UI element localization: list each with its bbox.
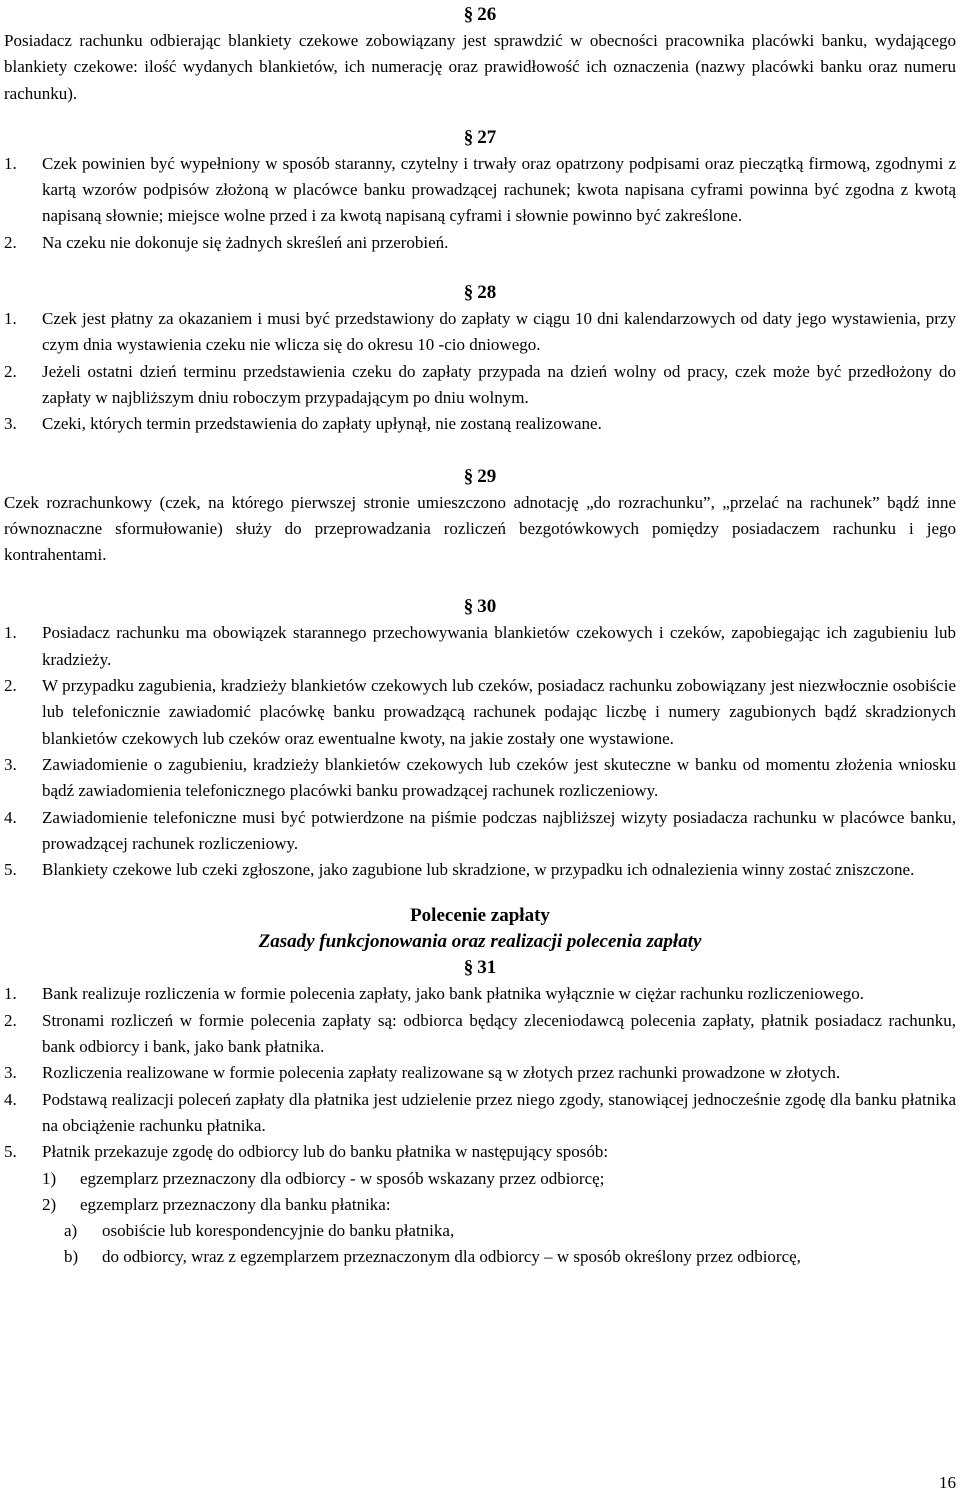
section-sign: § xyxy=(463,957,474,979)
sub-sub-item-text: do odbiorcy, wraz z egzemplarzem przeznaczonym dla odbiorcy – w sposób określony przez odbiorcę, xyxy=(102,1247,801,1267)
item-text: Na czeku nie dokonuje się żadnych skreśleń ani przerobień. xyxy=(42,232,449,252)
item-number: 5. xyxy=(4,1142,17,1162)
list-item xyxy=(4,857,956,883)
list-item xyxy=(4,620,956,673)
section-number: 26 xyxy=(477,4,497,25)
list-item xyxy=(4,230,956,256)
list-item xyxy=(4,306,956,359)
sub-sub-item-number: a) xyxy=(64,1221,78,1241)
item-number: 1. xyxy=(4,309,17,329)
page-number: 16 xyxy=(939,1473,956,1492)
item-number: 2. xyxy=(4,676,17,696)
list-item xyxy=(4,805,956,858)
list-item xyxy=(4,151,956,230)
item-text: Stronami rozliczeń w formie polecenia zapłaty są: odbiorca będący zleceniodawcą polecenia zapłaty, płatnik posiadacz rachunku, bank odbiorcy i bank, jako bank płatnika. xyxy=(42,1010,956,1057)
section-number: 31 xyxy=(477,957,497,979)
section-heading-28 xyxy=(4,280,956,306)
item-text: Podstawą realizacji poleceń zapłaty dla płatnika jest udzielenie przez niego zgody, stanowiącej jednocześnie zgodę dla banku płatnika na obciążenie rachunku płatnika. xyxy=(42,1089,956,1135)
sub-sub-list-item xyxy=(64,1244,956,1270)
item-number: 4. xyxy=(4,1089,17,1109)
item-number: 1. xyxy=(4,153,17,173)
item-text: Czek powinien być wypełniony w sposób staranny, czytelny i trwały oraz opatrzony podpisami oraz pieczątką firmową, zgodnymi z kartą wzorów podpisów złożoną w placówce banku prowadzącej rachunek; kwota napisana cyframi powinna być zgodna z kwotą napisaną słownie; miejsce wolne przed i za kwotą napisaną cyframi i słownie powinno być zakreślone. xyxy=(42,153,956,226)
item-number: 2. xyxy=(4,232,17,252)
list-item xyxy=(4,411,956,437)
section-number: 27 xyxy=(477,126,497,148)
section-number: 30 xyxy=(477,596,497,618)
item-text: W przypadku zagubienia, kradzieży blankietów czekowych lub czeków, posiadacz rachunku zobowiązany jest niezwłocznie osobiście lub telefonicznie zawiadomić placówkę banku prowadzącą rachunek podając liczbę i numery zagubionych bądź skradzionych blankietów czekowych lub czeków oraz ewentualne kwoty, na jakie zostały one wystawione. xyxy=(42,676,956,748)
item-number: 2. xyxy=(4,361,17,381)
list-item xyxy=(4,1139,956,1165)
section-sign: § xyxy=(463,126,474,148)
item-number: 5. xyxy=(4,860,17,880)
item-text: Czeki, których termin przedstawienia do zapłaty upłynął, nie zostaną realizowane. xyxy=(42,414,602,434)
section-heading-31 xyxy=(4,955,956,981)
item-text: Zawiadomienie o zagubieniu, kradzieży blankietów czekowych lub czeków jest skuteczne w banku od momentu złożenia wniosku bądź zawiadomienia telefonicznego placówki banku prowadzącej rachunek rozliczeniowy. xyxy=(42,754,956,801)
section-number: 29 xyxy=(477,465,497,487)
page-content xyxy=(4,0,956,1271)
sub-item-number: 2) xyxy=(42,1194,57,1214)
item-number: 3. xyxy=(4,414,17,434)
item-number: 4. xyxy=(4,807,17,827)
sub-item-number: 1) xyxy=(42,1168,57,1188)
sub-sub-item-number: b) xyxy=(64,1247,79,1267)
item-text: Blankiety czekowe lub czeki zgłoszone, jako zagubione lub skradzione, w przypadku ich odnalezienia winny zostać zniszczone. xyxy=(42,860,915,880)
list-item xyxy=(4,981,956,1007)
item-text: Rozliczenia realizowane w formie polecenia zapłaty realizowane są w złotych przez rachunki prowadzone w złotych. xyxy=(42,1063,841,1083)
list-item xyxy=(4,752,956,805)
section-number: 28 xyxy=(477,282,497,304)
item-text: Bank realizuje rozliczenia w formie polecenia zapłaty, jako bank płatnika wyłącznie w ciężar rachunku rozliczeniowego. xyxy=(42,984,865,1004)
section-heading-30 xyxy=(4,594,956,620)
chapter-subtitle: Zasady funkcjonowania oraz realizacji polecenia zapłaty xyxy=(258,931,702,953)
sub-sub-list-item xyxy=(64,1218,956,1244)
sub-sub-item-text: osobiście lub korespondencyjnie do banku płatnika, xyxy=(102,1221,455,1241)
item-number: 3. xyxy=(4,1063,17,1083)
list-item xyxy=(4,1008,956,1061)
item-number: 2. xyxy=(4,1010,17,1030)
section-sign: § xyxy=(463,596,474,618)
item-text: Czek jest płatny za okazaniem i musi być przedstawiony do zapłaty w ciągu 10 dni kalendarzowych od daty jego wystawienia, przy czym dnia wystawienia czeku nie wlicza się do okresu 10 -cio dniowego. xyxy=(42,309,956,355)
section-heading-27 xyxy=(4,125,956,151)
section-sign: § xyxy=(463,4,474,25)
item-number: 1. xyxy=(4,984,17,1004)
item-number: 1. xyxy=(4,623,17,643)
item-text: Jeżeli ostatni dzień terminu przedstawienia czeku do zapłaty przypada na dzień wolny od pracy, czek może być przedłożony do zapłaty w najbliższym dniu roboczym przypadającym po dniu wolnym. xyxy=(42,361,956,407)
section-sign: § xyxy=(463,282,474,304)
item-text: Posiadacz rachunku ma obowiązek starannego przechowywania blankietów czekowych i czeków, zapobiegając ich zagubieniu lub kradzieży. xyxy=(42,623,956,669)
chapter-title: Polecenie zapłaty xyxy=(410,905,550,927)
sub-list-item xyxy=(42,1166,956,1192)
item-number: 3. xyxy=(4,754,17,774)
sub-item-text: egzemplarz przeznaczony dla odbiorcy - w sposób wskazany przez odbiorcę; xyxy=(80,1168,605,1188)
list-item xyxy=(4,1087,956,1140)
section-heading-26 xyxy=(4,2,956,28)
sub-item-text: egzemplarz przeznaczony dla banku płatnika: xyxy=(80,1194,391,1214)
section-sign: § xyxy=(463,465,474,487)
sub-list-item xyxy=(42,1192,956,1218)
item-text: Zawiadomienie telefoniczne musi być potwierdzone na piśmie podczas najbliższej wizyty posiadacza rachunku w placówce banku, prowadzącej rachunek rozliczeniowy. xyxy=(42,807,956,853)
item-text: Płatnik przekazuje zgodę do odbiorcy lub do banku płatnika w następujący sposób: xyxy=(42,1142,609,1162)
section-heading-29 xyxy=(4,464,956,490)
list-item xyxy=(4,673,956,752)
section-26-text: Posiadacz rachunku odbierając blankiety czekowe zobowiązany jest sprawdzić w obecności pracownika placówki banku, wydającego blankiety czekowe: ilość wydanych blankietów, ich numerację oraz prawidłowość ich oznaczenia (nazwy placówki banku oraz numeru rachunku). xyxy=(4,31,956,103)
list-item xyxy=(4,1060,956,1086)
section-29-text: Czek rozrachunkowy (czek, na którego pierwszej stronie umieszczono adnotację „do rozrachunku”, „przelać na rachunek” bądź inne równoznaczne sformułowanie) służy do przeprowadzania rozliczeń bezgotówkowych pomiędzy posiadaczem rachunku i jego kontrahentami. xyxy=(4,492,956,565)
list-item xyxy=(4,359,956,412)
